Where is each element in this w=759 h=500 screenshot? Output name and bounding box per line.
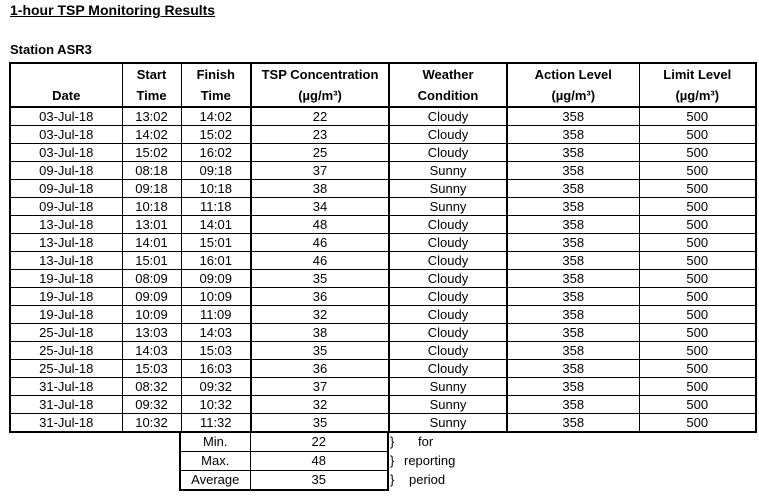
- table-row: [10, 306, 756, 324]
- action-level-cell: 358: [507, 360, 639, 378]
- limit-level-cell: 500: [639, 378, 756, 396]
- action-level-cell: 358: [507, 180, 639, 198]
- limit-level-cell: 500: [639, 360, 756, 378]
- action-level-cell: 358: [507, 234, 639, 252]
- header-tsp-top: TSP Concentration: [251, 63, 389, 85]
- start-time-cell: 15:02: [122, 144, 181, 162]
- finish-time-cell: 09:32: [181, 378, 251, 396]
- finish-time-cell: 10:09: [181, 288, 251, 306]
- table-row: [10, 288, 756, 306]
- start-time-cell: 13:03: [122, 324, 181, 342]
- action-level-cell: 358: [507, 198, 639, 216]
- action-level-cell: 358: [507, 162, 639, 180]
- weather-cell: Sunny: [389, 378, 507, 396]
- action-level-cell: 358: [507, 216, 639, 234]
- table-row: [10, 180, 756, 198]
- header-date-top: [10, 63, 122, 85]
- table-row: [10, 324, 756, 342]
- tsp-cell: 35: [251, 414, 389, 433]
- start-time-cell: 10:18: [122, 198, 181, 216]
- start-time-cell: 08:32: [122, 378, 181, 396]
- weather-cell: Cloudy: [389, 288, 507, 306]
- tsp-cell: 46: [251, 234, 389, 252]
- action-level-cell: 358: [507, 342, 639, 360]
- finish-time-cell: 10:32: [181, 396, 251, 414]
- table-row: [10, 270, 756, 288]
- table-row: [10, 252, 756, 270]
- finish-time-cell: 11:18: [181, 198, 251, 216]
- brace-symbol: }: [390, 453, 395, 468]
- action-level-cell: 358: [507, 126, 639, 144]
- table-row: [10, 216, 756, 234]
- start-time-cell: 08:18: [122, 162, 181, 180]
- tsp-cell: 25: [251, 144, 389, 162]
- date-cell: 03-Jul-18: [10, 107, 122, 126]
- summary-table: [179, 432, 389, 491]
- header-start-top: Start: [122, 63, 181, 85]
- tsp-cell: 46: [251, 252, 389, 270]
- table-row: [10, 234, 756, 252]
- summary-row-min: [180, 433, 388, 452]
- finish-time-cell: 16:02: [181, 144, 251, 162]
- start-time-cell: 13:02: [122, 107, 181, 126]
- summary-value: 35: [250, 471, 388, 491]
- table-row: [10, 360, 756, 378]
- weather-cell: Cloudy: [389, 360, 507, 378]
- limit-level-cell: 500: [639, 270, 756, 288]
- summary-label: Max.: [180, 452, 250, 471]
- date-cell: 19-Jul-18: [10, 270, 122, 288]
- finish-time-cell: 16:01: [181, 252, 251, 270]
- finish-time-cell: 09:18: [181, 162, 251, 180]
- limit-level-cell: 500: [639, 216, 756, 234]
- start-time-cell: 14:03: [122, 342, 181, 360]
- tsp-cell: 22: [251, 107, 389, 126]
- date-cell: 25-Jul-18: [10, 360, 122, 378]
- limit-level-cell: 500: [639, 288, 756, 306]
- header-row-1: [10, 63, 756, 85]
- weather-cell: Cloudy: [389, 144, 507, 162]
- tsp-cell: 38: [251, 324, 389, 342]
- finish-time-cell: 09:09: [181, 270, 251, 288]
- header-weather-bottom: Condition: [389, 85, 507, 107]
- tsp-cell: 38: [251, 180, 389, 198]
- header-action-unit: (µg/m³): [507, 85, 639, 107]
- finish-time-cell: 15:02: [181, 126, 251, 144]
- summary-note-text: for: [418, 434, 434, 449]
- date-cell: 13-Jul-18: [10, 234, 122, 252]
- limit-level-cell: 500: [639, 414, 756, 433]
- limit-level-cell: 500: [639, 180, 756, 198]
- tsp-cell: 48: [251, 216, 389, 234]
- station-label: Station ASR3: [10, 42, 92, 57]
- header-tsp-unit: (µg/m³): [251, 85, 389, 107]
- start-time-cell: 14:02: [122, 126, 181, 144]
- start-time-cell: 09:09: [122, 288, 181, 306]
- header-finish-bottom: Time: [181, 85, 251, 107]
- action-level-cell: 358: [507, 306, 639, 324]
- table-row: [10, 162, 756, 180]
- finish-time-cell: 15:03: [181, 342, 251, 360]
- tsp-cell: 34: [251, 198, 389, 216]
- header-limit-unit: (µg/m³): [639, 85, 756, 107]
- summary-note-text: period: [409, 472, 446, 487]
- table-row: [10, 396, 756, 414]
- table-row: [10, 414, 756, 433]
- weather-cell: Cloudy: [389, 216, 507, 234]
- date-cell: 25-Jul-18: [10, 324, 122, 342]
- start-time-cell: 10:32: [122, 414, 181, 433]
- tsp-cell: 32: [251, 396, 389, 414]
- header-action-top: Action Level: [507, 63, 639, 85]
- weather-cell: Cloudy: [389, 126, 507, 144]
- date-cell: 31-Jul-18: [10, 414, 122, 433]
- summary-value: 48: [250, 452, 388, 471]
- action-level-cell: 358: [507, 107, 639, 126]
- weather-cell: Cloudy: [389, 252, 507, 270]
- summary-label: Min.: [180, 433, 250, 452]
- finish-time-cell: 10:18: [181, 180, 251, 198]
- date-cell: 19-Jul-18: [10, 288, 122, 306]
- header-weather-top: Weather: [389, 63, 507, 85]
- brace-symbol: }: [390, 434, 395, 449]
- limit-level-cell: 500: [639, 234, 756, 252]
- weather-cell: Cloudy: [389, 342, 507, 360]
- table-row: [10, 378, 756, 396]
- tsp-cell: 35: [251, 270, 389, 288]
- table-row: [10, 342, 756, 360]
- limit-level-cell: 500: [639, 162, 756, 180]
- date-cell: 19-Jul-18: [10, 306, 122, 324]
- action-level-cell: 358: [507, 414, 639, 433]
- finish-time-cell: 14:02: [181, 107, 251, 126]
- results-body: [10, 107, 756, 432]
- header-finish-top: Finish: [181, 63, 251, 85]
- summary-note-text: reporting: [404, 453, 456, 468]
- tsp-cell: 32: [251, 306, 389, 324]
- table-row: [10, 144, 756, 162]
- brace-symbol: }: [390, 472, 395, 487]
- header-start-bottom: Time: [122, 85, 181, 107]
- page-title: 1-hour TSP Monitoring Results: [10, 2, 216, 18]
- date-cell: 03-Jul-18: [10, 126, 122, 144]
- date-cell: 25-Jul-18: [10, 342, 122, 360]
- results-table: [9, 62, 757, 433]
- finish-time-cell: 16:03: [181, 360, 251, 378]
- header-row-2: [10, 85, 756, 107]
- table-row: [10, 107, 756, 126]
- action-level-cell: 358: [507, 378, 639, 396]
- finish-time-cell: 14:03: [181, 324, 251, 342]
- start-time-cell: 10:09: [122, 306, 181, 324]
- weather-cell: Cloudy: [389, 324, 507, 342]
- limit-level-cell: 500: [639, 107, 756, 126]
- start-time-cell: 15:03: [122, 360, 181, 378]
- finish-time-cell: 11:32: [181, 414, 251, 433]
- start-time-cell: 13:01: [122, 216, 181, 234]
- action-level-cell: 358: [507, 270, 639, 288]
- summary-note-2: [390, 452, 455, 470]
- limit-level-cell: 500: [639, 252, 756, 270]
- header-date: Date: [10, 85, 122, 107]
- weather-cell: Cloudy: [389, 270, 507, 288]
- tsp-cell: 23: [251, 126, 389, 144]
- table-row: [10, 126, 756, 144]
- start-time-cell: 09:32: [122, 396, 181, 414]
- weather-cell: Sunny: [389, 198, 507, 216]
- limit-level-cell: 500: [639, 396, 756, 414]
- date-cell: 13-Jul-18: [10, 252, 122, 270]
- action-level-cell: 358: [507, 324, 639, 342]
- summary-label: Average: [180, 471, 250, 491]
- date-cell: 31-Jul-18: [10, 396, 122, 414]
- date-cell: 09-Jul-18: [10, 198, 122, 216]
- weather-cell: Cloudy: [389, 107, 507, 126]
- start-time-cell: 09:18: [122, 180, 181, 198]
- summary-row-max: [180, 452, 388, 471]
- start-time-cell: 15:01: [122, 252, 181, 270]
- summary-note-3: [390, 471, 445, 489]
- weather-cell: Sunny: [389, 414, 507, 433]
- date-cell: 13-Jul-18: [10, 216, 122, 234]
- date-cell: 09-Jul-18: [10, 180, 122, 198]
- finish-time-cell: 14:01: [181, 216, 251, 234]
- weather-cell: Sunny: [389, 180, 507, 198]
- date-cell: 09-Jul-18: [10, 162, 122, 180]
- table-row: [10, 198, 756, 216]
- date-cell: 03-Jul-18: [10, 144, 122, 162]
- finish-time-cell: 15:01: [181, 234, 251, 252]
- start-time-cell: 08:09: [122, 270, 181, 288]
- action-level-cell: 358: [507, 252, 639, 270]
- action-level-cell: 358: [507, 288, 639, 306]
- limit-level-cell: 500: [639, 342, 756, 360]
- limit-level-cell: 500: [639, 144, 756, 162]
- weather-cell: Sunny: [389, 396, 507, 414]
- action-level-cell: 358: [507, 144, 639, 162]
- limit-level-cell: 500: [639, 306, 756, 324]
- tsp-cell: 36: [251, 288, 389, 306]
- header-limit-top: Limit Level: [639, 63, 756, 85]
- date-cell: 31-Jul-18: [10, 378, 122, 396]
- limit-level-cell: 500: [639, 126, 756, 144]
- finish-time-cell: 11:09: [181, 306, 251, 324]
- tsp-cell: 37: [251, 162, 389, 180]
- limit-level-cell: 500: [639, 198, 756, 216]
- weather-cell: Sunny: [389, 162, 507, 180]
- tsp-cell: 37: [251, 378, 389, 396]
- summary-row-average: [180, 471, 388, 491]
- summary-value: 22: [250, 433, 388, 452]
- action-level-cell: 358: [507, 396, 639, 414]
- tsp-cell: 36: [251, 360, 389, 378]
- weather-cell: Cloudy: [389, 306, 507, 324]
- summary-note-1: [390, 433, 433, 451]
- tsp-cell: 35: [251, 342, 389, 360]
- start-time-cell: 14:01: [122, 234, 181, 252]
- weather-cell: Cloudy: [389, 234, 507, 252]
- limit-level-cell: 500: [639, 324, 756, 342]
